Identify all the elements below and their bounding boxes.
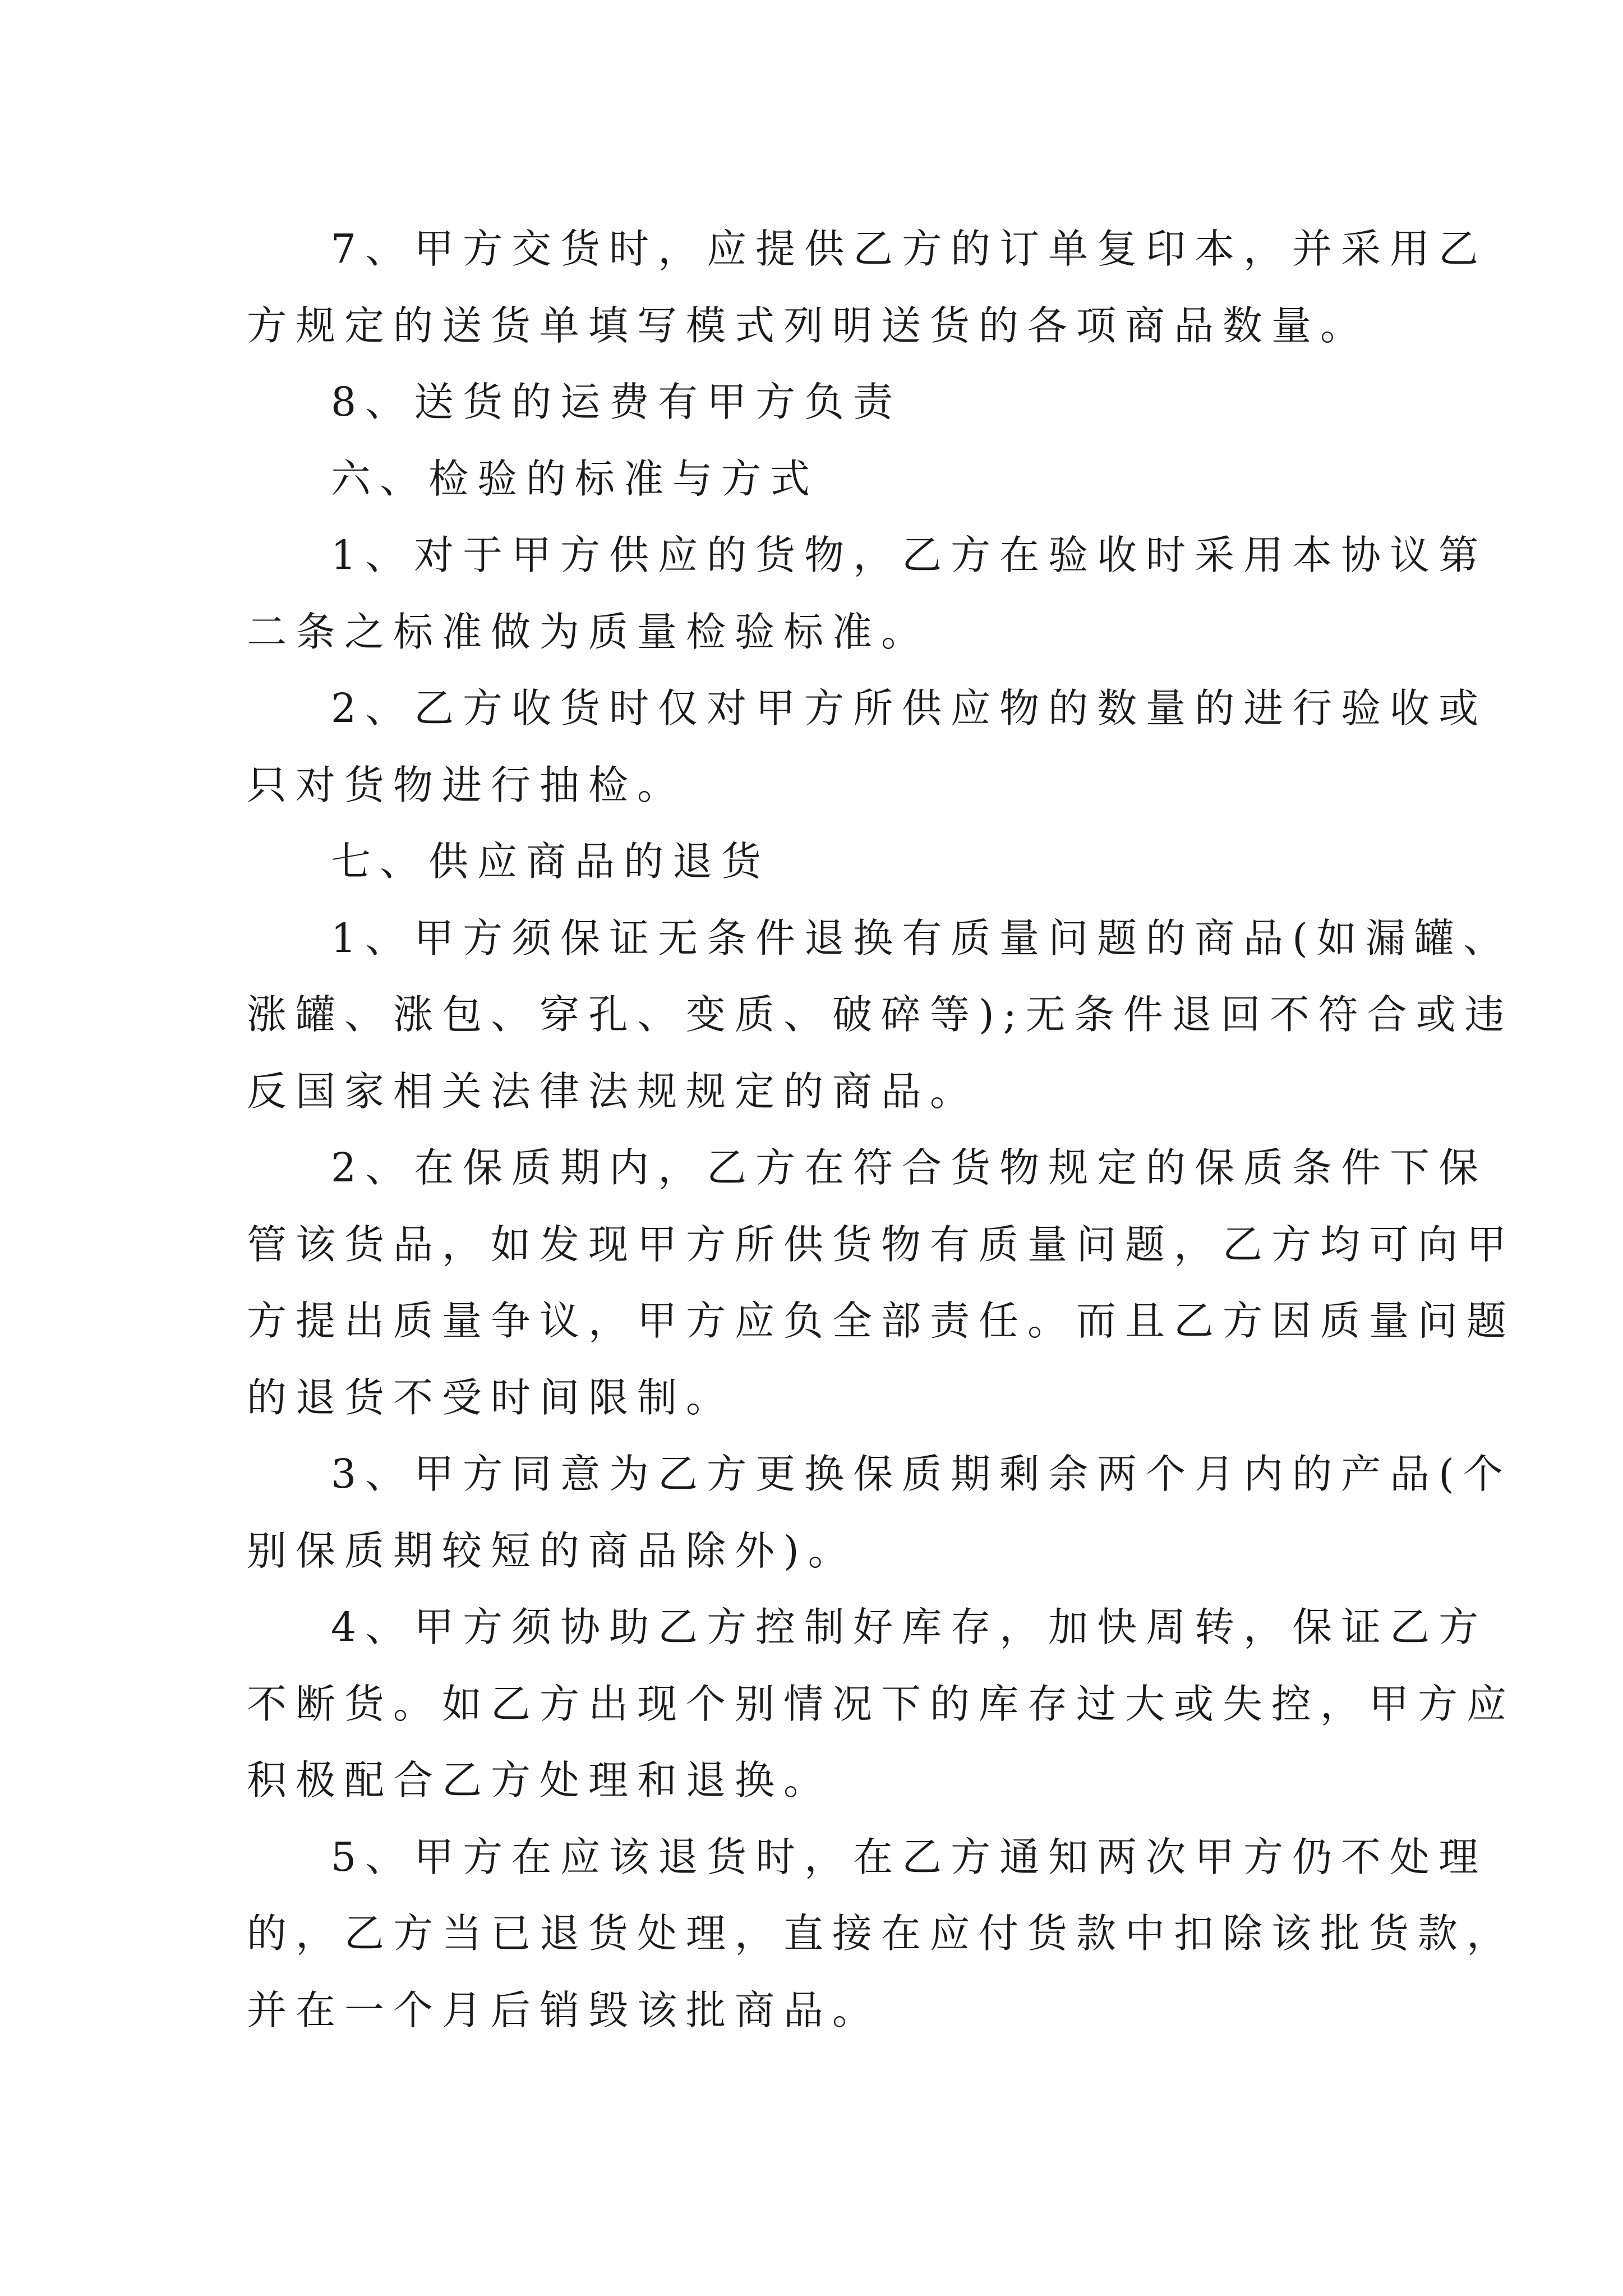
- paragraph-8-freight: [247, 364, 1391, 441]
- section-heading-returns: [247, 823, 1391, 900]
- text-line: 不断货。如乙方出现个别情况下的库存过大或失控，甲方应: [247, 1680, 1516, 1727]
- text-line: 积极配合乙方处理和退换。: [247, 1757, 833, 1803]
- text-line: 7、甲方交货时，应提供乙方的订单复印本，并采用乙: [331, 226, 1488, 272]
- text-line: 管该货品，如发现甲方所供货物有质量问题，乙方均可向甲: [247, 1221, 1516, 1268]
- text-line: 反国家相关法律法规规定的商品。: [247, 1068, 979, 1115]
- text-line: 1、甲方须保证无条件退换有质量问题的商品(如漏罐、: [331, 914, 1512, 961]
- text-line: 5、甲方在应该退货时，在乙方通知两次甲方仍不处理: [331, 1833, 1488, 1880]
- section-heading-inspection: [247, 441, 1391, 518]
- text-line: 1、对于甲方供应的货物，乙方在验收时采用本协议第: [331, 532, 1488, 578]
- text-line: 方规定的送货单填写模式列明送货的各项商品数量。: [247, 302, 1370, 349]
- paragraph-returns-1: [247, 900, 1514, 1130]
- text-line: 4、甲方须协助乙方控制好库存，加快周转，保证乙方: [331, 1604, 1488, 1650]
- document-body: [247, 211, 1516, 2049]
- text-line: 方提出质量争议，甲方应负全部责任。而且乙方因质量问题: [247, 1297, 1516, 1344]
- paragraph-returns-4: [247, 1589, 1516, 1819]
- text-line: 的退货不受时间限制。: [247, 1374, 735, 1421]
- paragraph-inspection-1: [247, 517, 1488, 670]
- paragraph-returns-2: [247, 1130, 1516, 1436]
- text-line: 别保质期较短的商品除外)。: [247, 1527, 857, 1574]
- text-line: 七、供应商品的退货: [331, 838, 771, 885]
- text-line: 涨罐、涨包、穿孔、变质、破碎等);无条件退回不符合或违: [247, 991, 1514, 1038]
- text-line: 2、在保质期内，乙方在符合货物规定的保质条件下保: [331, 1144, 1488, 1191]
- text-line: 3、甲方同意为乙方更换保质期剩余两个月内的产品(个: [331, 1451, 1512, 1497]
- paragraph-returns-5: [247, 1819, 1516, 2049]
- paragraph-7-delivery-order: [247, 211, 1488, 364]
- text-line: 2、乙方收货时仅对甲方所供应物的数量的进行验收或: [331, 685, 1488, 731]
- text-line: 并在一个月后销毁该批商品。: [247, 1986, 882, 2033]
- text-line: 只对货物进行抽检。: [247, 761, 686, 808]
- paragraph-inspection-2: [247, 670, 1488, 823]
- text-line: 8、送货的运费有甲方负责: [331, 379, 902, 425]
- text-line: 的，乙方当已退货处理，直接在应付货款中扣除该批货款，: [247, 1910, 1516, 1957]
- paragraph-returns-3: [247, 1436, 1512, 1589]
- text-line: 六、检验的标准与方式: [331, 455, 819, 502]
- text-line: 二条之标准做为质量检验标准。: [247, 608, 930, 655]
